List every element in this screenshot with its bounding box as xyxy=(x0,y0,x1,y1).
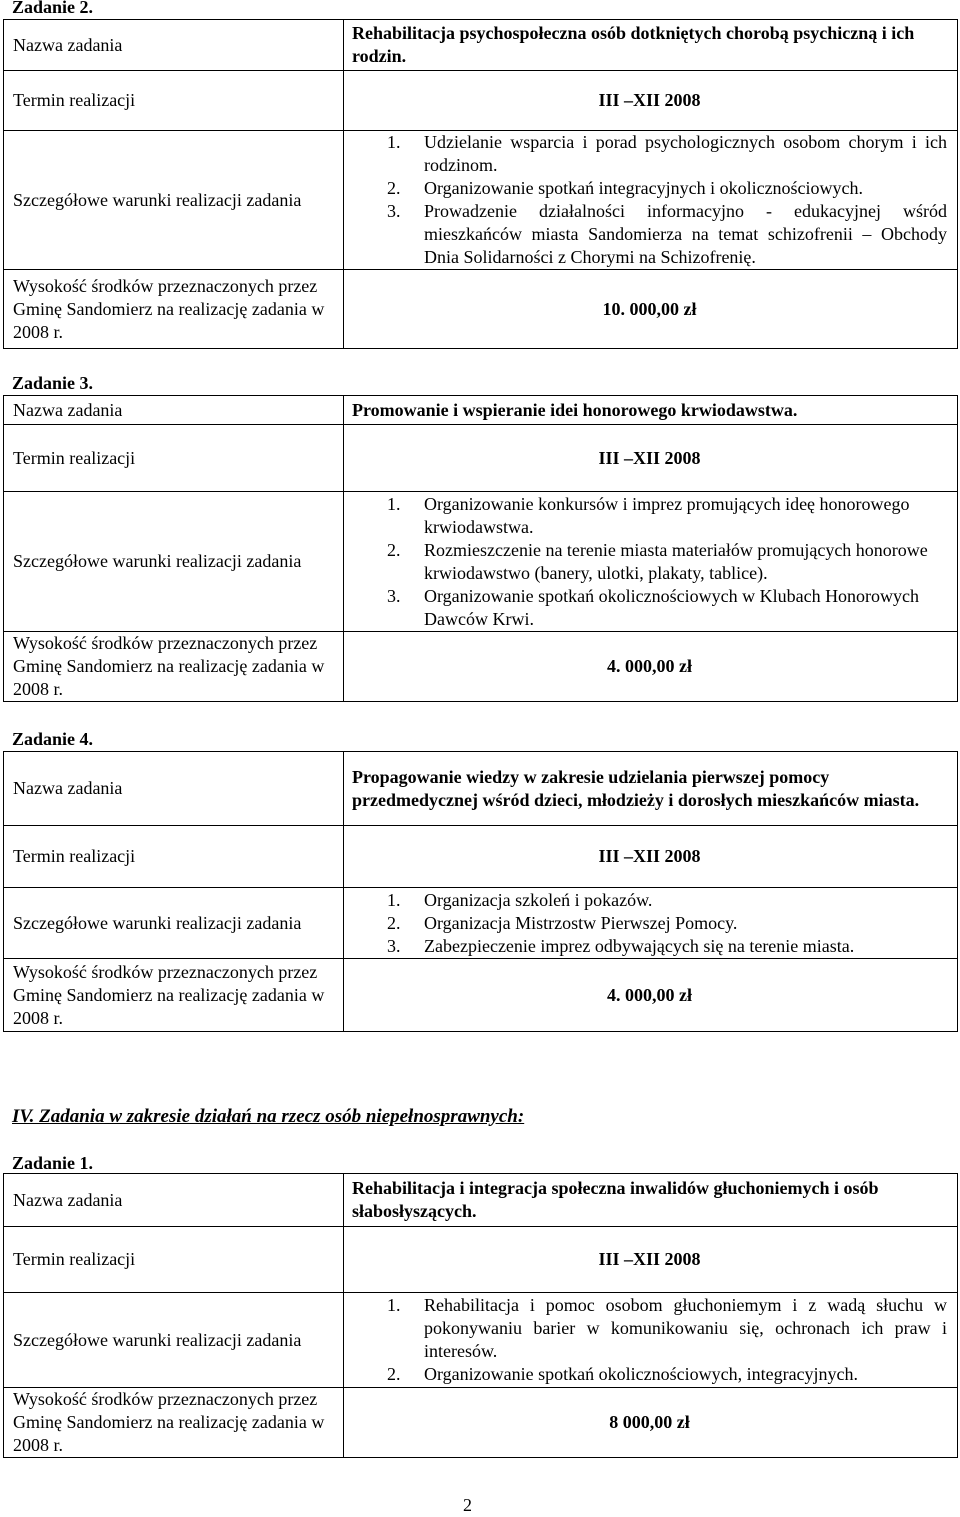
details-label: Szczegółowe warunki realizacji zadania xyxy=(4,131,344,270)
list-item: 1. Rehabilitacja i pomoc osobom głuchoniemym i z wadą słuchu w pokonywaniu barier w komunikowaniu się, ochronach ich praw i interesów. xyxy=(387,1295,947,1361)
section-title: IV. Zadania w zakresie działań na rzecz osób niepełnosprawnych: xyxy=(12,1106,525,1127)
details-label: Szczegółowe warunki realizacji zadania xyxy=(4,1293,344,1388)
term-value: III –XII 2008 xyxy=(344,1227,958,1293)
name-label: Nazwa zadania xyxy=(4,20,344,71)
list-item: 1. Organizacja szkoleń i pokazów. xyxy=(387,889,653,910)
term-value: III –XII 2008 xyxy=(344,826,958,888)
list-item: 2. Organizowanie spotkań integracyjnych i okolicznościowych. xyxy=(387,178,864,198)
amount-value: 4. 000,00 zł xyxy=(344,632,958,702)
name-label: Nazwa zadania xyxy=(4,752,344,826)
list-item: 2. Organizowanie spotkań okolicznościowych, integracyjnych. xyxy=(387,1364,859,1384)
details-list xyxy=(344,1293,958,1388)
amount-value: 8 000,00 zł xyxy=(344,1388,958,1458)
task-table xyxy=(3,19,958,349)
details-label: Szczegółowe warunki realizacji zadania xyxy=(4,888,344,959)
task-heading: Zadanie 3. xyxy=(12,373,94,393)
task-table xyxy=(3,1173,958,1458)
details-label: Szczegółowe warunki realizacji zadania xyxy=(4,492,344,632)
funds-label: Wysokość środków przeznaczonych przez Gminę Sandomierz na realizację zadania w 2008 r. xyxy=(4,1388,344,1458)
task-heading: Zadanie 2. xyxy=(12,0,94,17)
details-list xyxy=(344,131,958,270)
task-table xyxy=(3,395,958,702)
term-label: Termin realizacji xyxy=(4,71,344,131)
name-label: Nazwa zadania xyxy=(4,396,344,425)
task-table xyxy=(3,751,958,1032)
task-name: Rehabilitacja i integracja społeczna inwalidów głuchoniemych i osób słabosłyszących. xyxy=(344,1174,958,1227)
details-list xyxy=(344,492,958,632)
funds-label: Wysokość środków przeznaczonych przez Gminę Sandomierz na realizację zadania w 2008 r. xyxy=(4,959,344,1032)
term-label: Termin realizacji xyxy=(4,425,344,492)
task-heading: Zadanie 1. xyxy=(12,1153,94,1173)
term-value: III –XII 2008 xyxy=(344,71,958,131)
list-item: 3. Zabezpieczenie imprez odbywających się na terenie miasta. xyxy=(387,935,855,956)
list-item: 3. Organizowanie spotkań okolicznościowych w Klubach Honorowych Dawców Krwi. xyxy=(387,585,920,629)
details-list xyxy=(344,888,958,959)
list-item: 2. Rozmieszczenie na terenie miasta materiałów promujących honorowe krwiodawstwo (banery, ulotki, plakaty, tablice). xyxy=(387,539,928,583)
task-name: Rehabilitacja psychospołeczna osób dotkniętych chorobą psychiczną i ich rodzin. xyxy=(344,20,958,71)
list-item: 1. Udzielanie wsparcia i porad psychologicznych osobom chorym i ich rodzinom. xyxy=(387,132,947,175)
page-number: 2 xyxy=(463,1495,472,1515)
list-item: 1. Organizowanie konkursów i imprez promujących ideę honorowego krwiodawstwa. xyxy=(387,493,910,537)
list-item: 3. Prowadzenie działalności informacyjno - edukacyjnej wśród mieszkańców miasta Sandomierza na temat schizofrenii – Obchody Dnia Solidarności z Chorymi na Schizofrenię. xyxy=(387,201,947,267)
list-item: 2. Organizacja Mistrzostw Pierwszej Pomocy. xyxy=(387,912,738,933)
funds-label: Wysokość środków przeznaczonych przez Gminę Sandomierz na realizację zadania w 2008 r. xyxy=(4,632,344,702)
amount-value: 10. 000,00 zł xyxy=(344,270,958,349)
name-label: Nazwa zadania xyxy=(4,1174,344,1227)
task-name: Propagowanie wiedzy w zakresie udzielania pierwszej pomocy przedmedycznej wśród dzieci, młodzieży i dorosłych mieszkańców miasta. xyxy=(344,752,958,826)
term-value: III –XII 2008 xyxy=(344,425,958,492)
task-heading: Zadanie 4. xyxy=(12,729,94,749)
funds-label: Wysokość środków przeznaczonych przez Gminę Sandomierz na realizację zadania w 2008 r. xyxy=(4,270,344,349)
term-label: Termin realizacji xyxy=(4,1227,344,1293)
amount-value: 4. 000,00 zł xyxy=(344,959,958,1032)
task-name: Promowanie i wspieranie idei honorowego krwiodawstwa. xyxy=(344,396,958,425)
term-label: Termin realizacji xyxy=(4,826,344,888)
